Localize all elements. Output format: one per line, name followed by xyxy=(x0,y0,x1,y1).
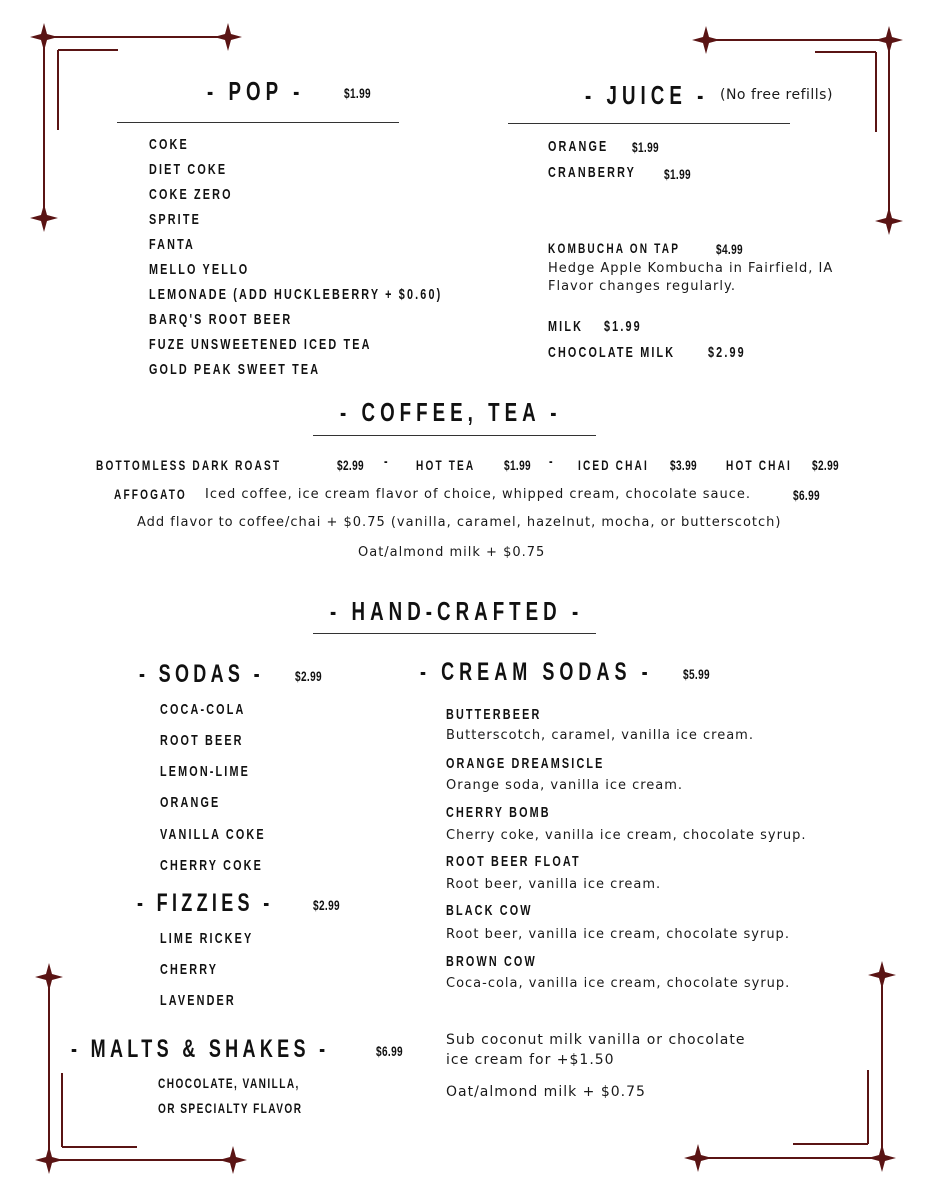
fizzy-item: LIME RICKEY xyxy=(160,930,254,947)
soda-item: VANILLA COKE xyxy=(160,826,266,843)
pop-item: LEMONADE (ADD HUCKLEBERRY + $0.60) xyxy=(149,286,443,303)
soda-item: ROOT BEER xyxy=(160,732,244,749)
coffee-item-price: $2.99 xyxy=(812,457,840,473)
pop-item: FUZE UNSWEETENED ICED TEA xyxy=(149,336,372,353)
shakes-desc: CHOCOLATE, VANILLA, xyxy=(158,1075,300,1091)
sub-coconut-note: Sub coconut milk vanilla or chocolate xyxy=(446,1032,746,1048)
pop-title: - POP - xyxy=(207,76,305,106)
soda-item: COCA-COLA xyxy=(160,701,246,718)
handcrafted-rule xyxy=(313,633,596,634)
affogato-name: AFFOGATO xyxy=(114,486,187,502)
cream-soda-desc: Butterscotch, caramel, vanilla ice cream. xyxy=(446,728,754,743)
cream-sodas-price: $5.99 xyxy=(683,666,711,682)
pop-item: COKE ZERO xyxy=(149,186,233,203)
coffee-item-name: ICED CHAI xyxy=(578,457,649,473)
juice-rule xyxy=(508,123,790,124)
coffee-rule xyxy=(313,435,596,436)
cream-soda-name: CHERRY BOMB xyxy=(446,804,551,821)
coffee-item-price: $2.99 xyxy=(337,457,365,473)
milk-name: MILK xyxy=(548,318,584,335)
shakes-price: $6.99 xyxy=(376,1043,404,1059)
cream-soda-desc: Root beer, vanilla ice cream, chocolate syrup. xyxy=(446,927,790,942)
cream-soda-name: BLACK COW xyxy=(446,902,533,919)
fizzies-title: - FIZZIES - xyxy=(137,889,274,917)
flavor-note: Add flavor to coffee/chai + $0.75 (vanilla, caramel, hazelnut, mocha, or butterscotch) xyxy=(137,515,782,530)
pop-rule xyxy=(117,122,399,123)
sodas-title: - SODAS - xyxy=(139,660,264,688)
coffee-item-price: $1.99 xyxy=(504,457,532,473)
coffee-separator: - xyxy=(384,453,390,470)
shakes-desc: OR SPECIALTY FLAVOR xyxy=(158,1100,303,1116)
fizzy-item: LAVENDER xyxy=(160,992,236,1009)
affogato-price: $6.99 xyxy=(793,487,821,503)
cream-soda-name: ORANGE DREAMSICLE xyxy=(446,755,605,772)
sodas-price: $2.99 xyxy=(295,668,323,684)
cream-soda-name: ROOT BEER FLOAT xyxy=(446,853,581,870)
cream-soda-milk-note: Oat/almond milk + $0.75 xyxy=(446,1084,646,1100)
shakes-title: - MALTS & SHAKES - xyxy=(71,1035,330,1063)
cream-soda-desc: Root beer, vanilla ice cream. xyxy=(446,877,662,892)
pop-price: $1.99 xyxy=(344,85,372,101)
coffee-milk-note: Oat/almond milk + $0.75 xyxy=(358,545,546,560)
kombucha-price: $4.99 xyxy=(716,241,744,257)
coffee-item-price: $3.99 xyxy=(670,457,698,473)
coffee-item-name: HOT TEA xyxy=(416,457,476,473)
pop-item: GOLD PEAK SWEET TEA xyxy=(149,361,321,378)
juice-item-price: $1.99 xyxy=(632,139,660,155)
soda-item: LEMON-LIME xyxy=(160,763,250,780)
fizzies-price: $2.99 xyxy=(313,897,341,913)
cream-sodas-title: - CREAM SODAS - xyxy=(420,658,653,686)
chocolate-milk-name: CHOCOLATE MILK xyxy=(548,344,676,361)
fizzy-item: CHERRY xyxy=(160,961,219,978)
pop-item: FANTA xyxy=(149,236,196,253)
coffee-item-name: BOTTOMLESS DARK ROAST xyxy=(96,457,282,473)
soda-item: CHERRY COKE xyxy=(160,857,263,874)
pop-item: SPRITE xyxy=(149,211,201,228)
juice-item-price: $1.99 xyxy=(664,166,692,182)
coffee-item-name: HOT CHAI xyxy=(726,457,793,473)
kombucha-desc: Flavor changes regularly. xyxy=(548,279,736,294)
kombucha-desc: Hedge Apple Kombucha in Fairfield, IA xyxy=(548,261,834,276)
cream-soda-desc: Cherry coke, vanilla ice cream, chocolate syrup. xyxy=(446,828,807,843)
pop-item: MELLO YELLO xyxy=(149,261,250,278)
cream-soda-desc: Coca-cola, vanilla ice cream, chocolate syrup. xyxy=(446,976,791,991)
cream-soda-name: BROWN COW xyxy=(446,953,537,970)
juice-note: (No free refills) xyxy=(720,87,833,103)
milk-price: $1.99 xyxy=(604,318,642,335)
affogato-desc: Iced coffee, ice cream flavor of choice, whipped cream, chocolate sauce. xyxy=(205,487,752,502)
soda-item: ORANGE xyxy=(160,794,221,811)
pop-item: COKE xyxy=(149,136,189,153)
juice-item-name: ORANGE xyxy=(548,138,609,155)
coffee-separator: - xyxy=(549,453,555,470)
chocolate-milk-price: $2.99 xyxy=(708,344,746,361)
cream-soda-name: BUTTERBEER xyxy=(446,706,542,723)
sub-coconut-note: ice cream for +$1.50 xyxy=(446,1052,615,1068)
coffee-title: - COFFEE, TEA - xyxy=(340,397,562,427)
kombucha-name: KOMBUCHA ON TAP xyxy=(548,240,681,256)
juice-title: - JUICE - xyxy=(585,80,709,110)
juice-item-name: CRANBERRY xyxy=(548,164,637,181)
pop-item: DIET COKE xyxy=(149,161,228,178)
cream-soda-desc: Orange soda, vanilla ice cream. xyxy=(446,778,684,793)
handcrafted-title: - HAND-CRAFTED - xyxy=(330,596,584,626)
pop-item: BARQ'S ROOT BEER xyxy=(149,311,293,328)
